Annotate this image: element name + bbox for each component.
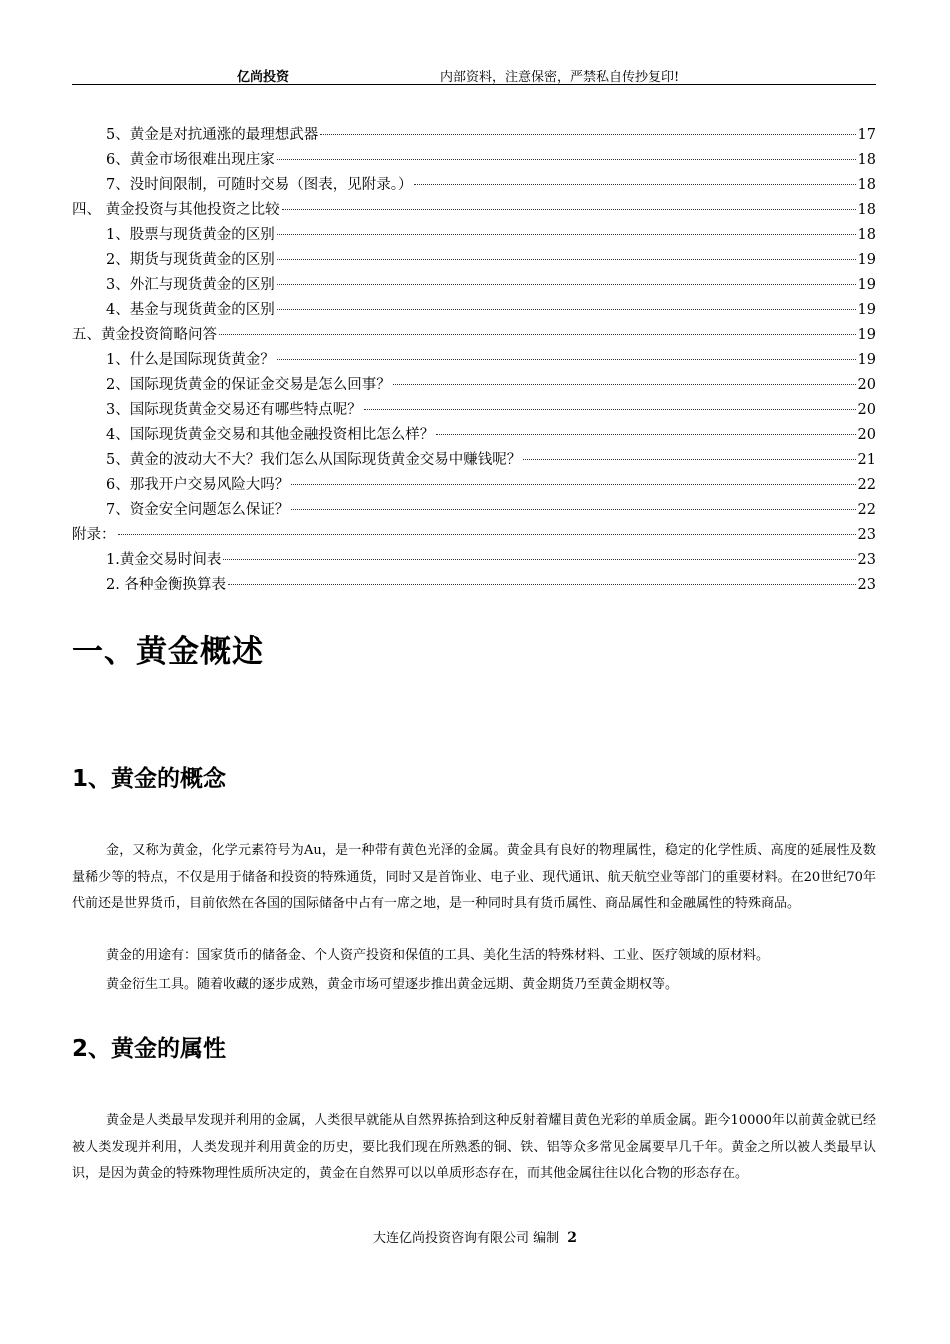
toc-entry-page: 21 bbox=[857, 452, 876, 468]
toc-dot-leader bbox=[393, 384, 856, 385]
toc-entry-page: 22 bbox=[857, 502, 876, 518]
toc-entry-title: 附录： bbox=[72, 527, 116, 543]
toc-entry-page: 18 bbox=[857, 152, 876, 168]
paragraph-concept-2: 黄金的用途有：国家货币的储备金、个人资产投资和保值的工具、美化生活的特殊材料、工业、医疗领域的原材料。 bbox=[106, 948, 770, 963]
toc-entry[interactable] bbox=[72, 248, 876, 273]
toc-entry[interactable] bbox=[72, 373, 876, 398]
toc-entry[interactable] bbox=[72, 348, 876, 373]
toc-entry[interactable] bbox=[72, 148, 876, 173]
toc-dot-leader bbox=[277, 284, 856, 285]
toc-entry-title: 2. 各种金衡换算表 bbox=[106, 577, 226, 593]
toc-entry[interactable] bbox=[72, 548, 876, 573]
toc-dot-leader bbox=[414, 184, 855, 185]
toc-entry-title: 4、基金与现货黄金的区别 bbox=[106, 302, 275, 318]
subsection-title-concept: 1、黄金的概念 bbox=[72, 766, 227, 792]
toc-entry[interactable] bbox=[72, 223, 876, 248]
toc-entry-title: 5、黄金是对抗通涨的最理想武器 bbox=[106, 127, 319, 143]
toc-entry-title: 7、资金安全问题怎么保证？ bbox=[106, 502, 290, 518]
toc-entry-title: 1、什么是国际现货黄金？ bbox=[106, 352, 275, 368]
toc-entry-title: 6、黄金市场很难出现庄家 bbox=[106, 152, 275, 168]
toc-dot-leader bbox=[277, 234, 856, 235]
toc-entry-page: 23 bbox=[857, 577, 876, 593]
toc-entry[interactable] bbox=[72, 573, 876, 598]
toc-entry-page: 20 bbox=[857, 402, 876, 418]
toc-entry[interactable] bbox=[72, 523, 876, 548]
toc-dot-leader bbox=[291, 509, 855, 510]
toc-entry-page: 19 bbox=[857, 327, 876, 343]
toc-entry-title: 1、股票与现货黄金的区别 bbox=[106, 227, 275, 243]
toc-entry-title: 3、国际现货黄金交易还有哪些特点呢？ bbox=[106, 402, 362, 418]
toc-entry[interactable] bbox=[72, 123, 876, 148]
toc-entry-title: 2、期货与现货黄金的区别 bbox=[106, 252, 275, 268]
page-footer bbox=[0, 1227, 950, 1246]
toc-entry-page: 20 bbox=[857, 427, 876, 443]
page-number: 2 bbox=[567, 1230, 578, 1246]
toc-entry-page: 20 bbox=[857, 377, 876, 393]
toc-entry-page: 18 bbox=[857, 177, 876, 193]
paragraph-concept-3: 黄金衍生工具。随着收藏的逐步成熟，黄金市场可望逐步推出黄金远期、黄金期货乃至黄金期权等。 bbox=[106, 977, 679, 992]
toc-dot-leader bbox=[223, 559, 855, 560]
toc-entry-page: 17 bbox=[857, 127, 876, 143]
toc-entry-page: 19 bbox=[857, 277, 876, 293]
toc-entry-page: 18 bbox=[857, 202, 876, 218]
section-title: 一、黄金概述 bbox=[72, 634, 264, 670]
toc-dot-leader bbox=[118, 534, 856, 535]
paragraph-concept-1: 金，又称为黄金，化学元素符号为Au，是一种带有黄色光泽的金属。黄金具有良好的物理属性，稳定的化学性质、高度的延展性及数量稀少等的特点，不仅是用于储备和投资的特殊通货，同时又是首饰业、电子业、现代通讯、航天航空业等部门的重要材料。在20世纪70年代前还是世界货币，目前依然在各国的国际储备中占有一席之地，是一种同时具有货币属性、商品属性和金融属性的特殊商品。 bbox=[72, 843, 876, 911]
toc-entry-title: 6、那我开户交易风险大吗？ bbox=[106, 477, 290, 493]
page-header bbox=[72, 64, 876, 85]
toc-entry[interactable] bbox=[72, 448, 876, 473]
paragraph-properties-1: 黄金是人类最早发现并利用的金属，人类很早就能从自然界拣拾到这种反射着耀目黄色光彩的单质金属。距今10000年以前黄金就已经被人类发现并利用，人类发现并利用黄金的历史，要比我们现在所熟悉的铜、铁、铝等众多常见金属要早几千年。黄金之所以被人类最早认识，是因为黄金的特殊物理性质所决定的，黄金在自然界可以以单质形态存在，而其他金属往往以化合物的形态存在。 bbox=[72, 1113, 876, 1181]
toc-entry-page: 19 bbox=[857, 252, 876, 268]
toc-entry[interactable] bbox=[72, 298, 876, 323]
toc-entry-page: 19 bbox=[857, 352, 876, 368]
subsection-title-properties: 2、黄金的属性 bbox=[72, 1036, 227, 1062]
toc-dot-leader bbox=[277, 259, 856, 260]
toc-entry[interactable] bbox=[72, 423, 876, 448]
toc-entry-page: 23 bbox=[857, 552, 876, 568]
header-notice: 内部资料，注意保密，严禁私自传抄复印! bbox=[440, 70, 680, 85]
toc-entry-title: 3、外汇与现货黄金的区别 bbox=[106, 277, 275, 293]
toc-entry[interactable] bbox=[72, 398, 876, 423]
toc-entry-page: 23 bbox=[857, 527, 876, 543]
toc-entry[interactable] bbox=[72, 273, 876, 298]
toc-dot-leader bbox=[523, 459, 855, 460]
toc-dot-leader bbox=[219, 334, 856, 335]
toc-dot-leader bbox=[320, 134, 855, 135]
toc-dot-leader bbox=[291, 484, 855, 485]
toc-dot-leader bbox=[282, 209, 856, 210]
toc-entry[interactable] bbox=[72, 198, 876, 223]
toc-entry-page: 19 bbox=[857, 302, 876, 318]
toc-dot-leader bbox=[436, 434, 855, 435]
toc-entry-title: 1.黄金交易时间表 bbox=[106, 552, 222, 568]
toc-dot-leader bbox=[277, 359, 856, 360]
toc-entry[interactable] bbox=[72, 473, 876, 498]
footer-text: 大连亿尚投资咨询有限公司 编制 bbox=[372, 1231, 560, 1246]
toc-entry-title: 4、国际现货黄金交易和其他金融投资相比怎么样？ bbox=[106, 427, 435, 443]
toc-entry-title: 五、黄金投资简略问答 bbox=[72, 327, 217, 343]
toc-entry-page: 22 bbox=[857, 477, 876, 493]
toc-dot-leader bbox=[277, 309, 856, 310]
toc-entry[interactable] bbox=[72, 323, 876, 348]
toc-dot-leader bbox=[228, 584, 856, 585]
table-of-contents bbox=[72, 123, 876, 598]
toc-entry[interactable] bbox=[72, 173, 876, 198]
toc-entry-title: 7、没时间限制，可随时交易（图表，见附录。） bbox=[106, 177, 413, 193]
toc-entry-title: 2、国际现货黄金的保证金交易是怎么回事？ bbox=[106, 377, 391, 393]
toc-entry-title: 5、黄金的波动大不大？我们怎么从国际现货黄金交易中赚钱呢？ bbox=[106, 452, 522, 468]
toc-entry-title: 四、 黄金投资与其他投资之比较 bbox=[72, 202, 280, 218]
toc-dot-leader bbox=[364, 409, 856, 410]
toc-entry[interactable] bbox=[72, 498, 876, 523]
toc-entry-page: 18 bbox=[857, 227, 876, 243]
header-company: 亿尚投资 bbox=[237, 70, 290, 85]
toc-dot-leader bbox=[277, 159, 856, 160]
